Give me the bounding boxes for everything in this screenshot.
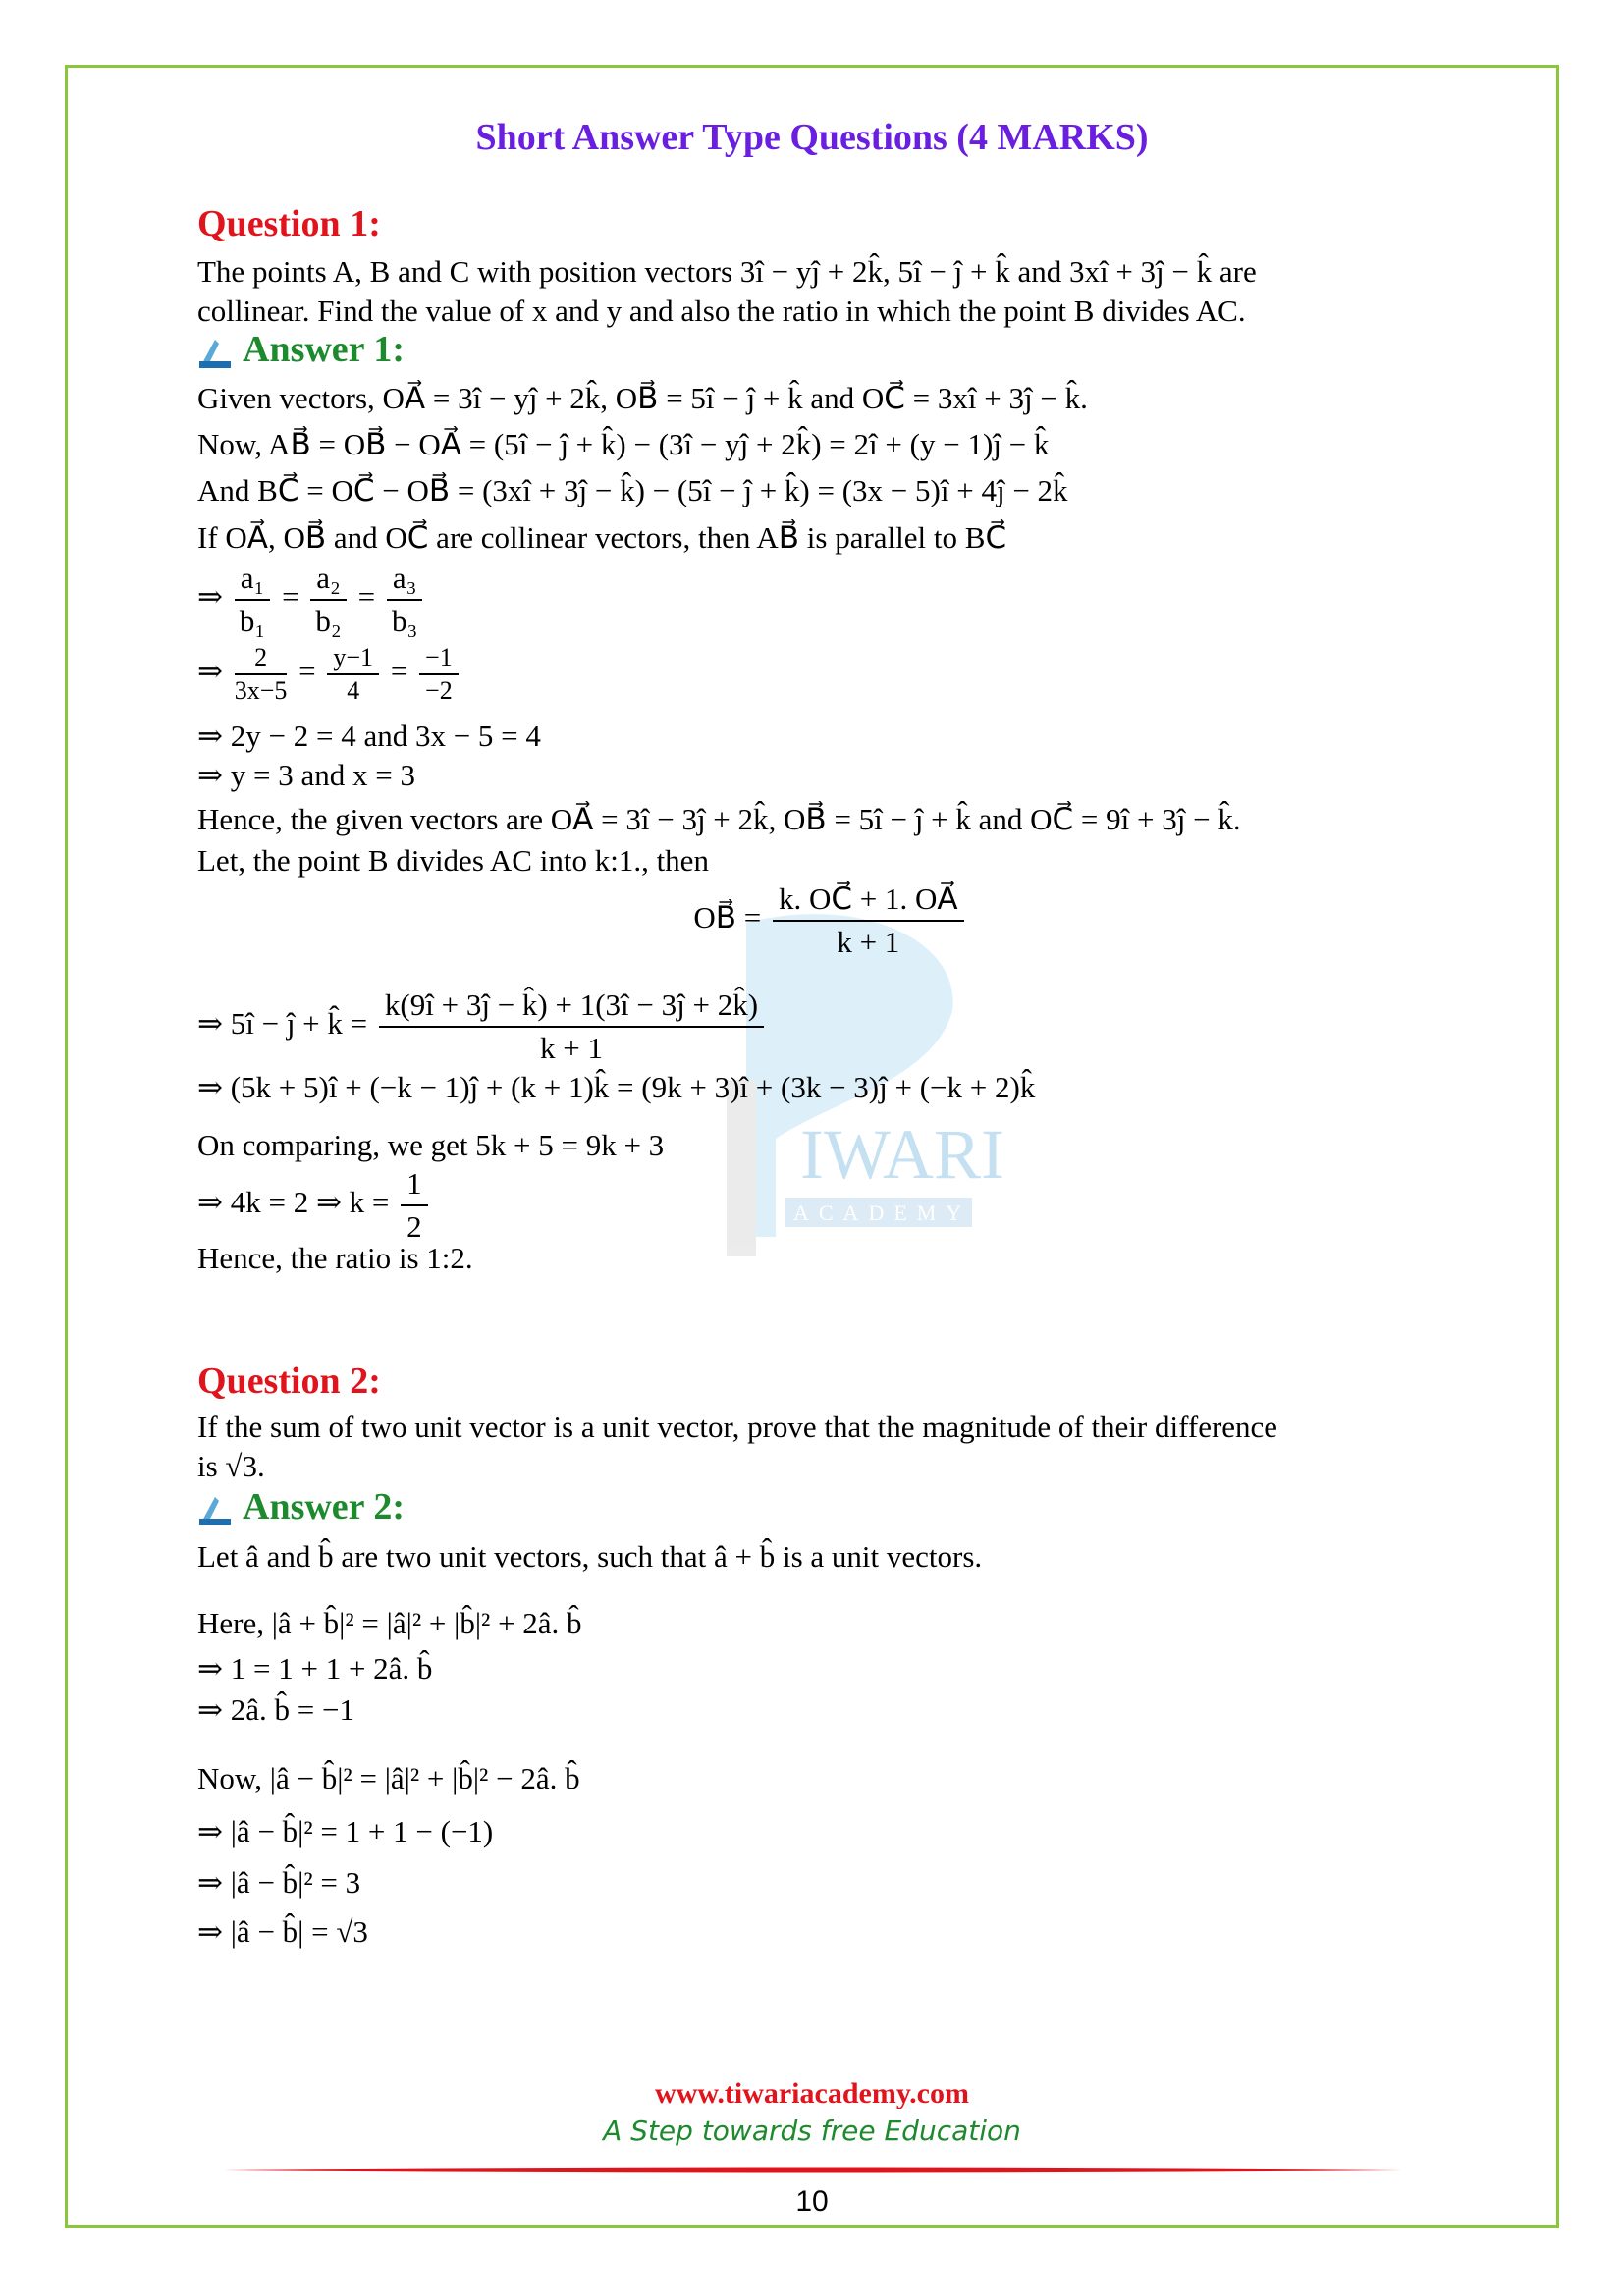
- answer-1-line-15: ⇒ 4k = 2 ⇒ k = $\frac{1}{2}$: [197, 1163, 432, 1248]
- question-1-title: Question 1:: [197, 203, 381, 244]
- ratio-line-2: ⇒ $\frac{2}{3x-5}$ = $\frac{y-1}{4}$ = $\frac{-1}{-2}$: [197, 642, 462, 707]
- answer-1-line-14: On comparing, we get 5k + 5 = 9k + 3: [197, 1128, 665, 1162]
- question-2-text-line-1: If the sum of two unit vector is a unit vector, prove that the magnitude of their difference: [197, 1410, 1278, 1444]
- answer-1-line-10: Let, the point B divides AC into k:1., then: [197, 843, 709, 878]
- pen-logo-icon: [197, 336, 233, 369]
- answer-1-line-1: Given vectors, OA⃗ = 3î − yĵ + 2k̂, OB⃗ = 5î − ĵ + k̂ and OC⃗ = 3xî + 3ĵ − k̂.: [197, 381, 1088, 415]
- answer-1-line-3: And BC⃗ = OC⃗ − OB⃗ = (3xî + 3ĵ − k̂) − (5î − ĵ + k̂) = (3x − 5)î + 4ĵ − 2k̂: [197, 473, 1068, 507]
- answer-2-line-7: ⇒ |â − b̂|² = 3: [197, 1865, 361, 1899]
- answer-1-header: [197, 330, 405, 369]
- question-1-text-line-2: collinear. Find the value of x and y and also the ratio in which the point B divides AC.: [197, 294, 1246, 328]
- question-2-title: Question 2:: [197, 1361, 381, 1402]
- answer-1-line-4: If OA⃗, OB⃗ and OC⃗ are collinear vectors, then AB⃗ is parallel to BC⃗: [197, 520, 1007, 555]
- answer-2-header: [197, 1487, 405, 1526]
- section-formula: OB⃗ = $\frac{k. OC⃗ + 1. OA⃗}{k + 1}$: [197, 879, 1464, 963]
- ratio-line-1: ⇒ $\frac{\text{a₁}}{\text{b₁}}$ = $\frac{\text{a₂}}{\text{b₂}}$ = $\frac{\text{a₃}}{\text{b₃}}$: [197, 558, 426, 642]
- answer-1-title: Answer 1:: [243, 329, 406, 370]
- pen-logo-icon: [197, 1493, 233, 1526]
- footer-divider: [224, 2167, 1402, 2173]
- answer-2-line-6: ⇒ |â − b̂|² = 1 + 1 − (−1): [197, 1814, 494, 1848]
- watermark-brand: IWARI: [800, 1115, 1004, 1194]
- answer-1-line-9: Hence, the given vectors are OA⃗ = 3î − 3ĵ + 2k̂, OB⃗ = 5î − ĵ + k̂ and OC⃗ = 9î + 3ĵ − k̂.: [197, 802, 1241, 836]
- answer-2-title: Answer 2:: [243, 1486, 406, 1527]
- footer-tagline: A Step towards free Education: [603, 2114, 1021, 2147]
- implies-symbol: ⇒: [197, 579, 223, 614]
- answer-2-line-2: Here, |â + b̂|² = |â|² + |b̂|² + 2â. b̂: [197, 1606, 582, 1640]
- answer-2-line-1: Let â and b̂ are two unit vectors, such that â + b̂ is a unit vectors.: [197, 1539, 983, 1574]
- answer-1-line-2: Now, AB⃗ = OB⃗ − OA⃗ = (5î − ĵ + k̂) − (3î − yĵ + 2k̂) = 2î + (y − 1)ĵ − k̂: [197, 427, 1050, 461]
- watermark-sub: ACADEMY: [793, 1201, 972, 1225]
- question-2-text-line-2: is √3.: [197, 1449, 265, 1483]
- fraction-a3-b3: $\frac{\text{a₃}}{\text{b₃}}$: [387, 558, 423, 642]
- fraction-a1-b1: $\frac{\text{a₁}}{\text{b₁}}$: [235, 558, 271, 642]
- fraction-one-half: $\frac{1}{2}$: [401, 1163, 428, 1248]
- fraction-2-over-3x-5: $\frac{2}{3x-5}$: [234, 643, 288, 705]
- fraction-neg1-over-neg2: $\frac{-1}{-2}$: [419, 642, 459, 707]
- section-heading: Short Answer Type Questions (4 MARKS): [475, 117, 1149, 158]
- answer-1-line-8: ⇒ y = 3 and x = 3: [197, 758, 415, 792]
- answer-1-line-7: ⇒ 2y − 2 = 4 and 3x − 5 = 4: [197, 719, 541, 753]
- substituted-fraction: $\frac{k(9î + 3ĵ - k̂) + 1(3î - 3ĵ + 2k̂)}{k + 1}$: [379, 985, 764, 1069]
- answer-1-conclusion: Hence, the ratio is 1:2.: [197, 1241, 473, 1275]
- page-number: 10: [795, 2185, 829, 2217]
- answer-2-line-5: Now, |â − b̂|² = |â|² + |b̂|² − 2â. b̂: [197, 1761, 580, 1795]
- section-formula-fraction: $\frac{k. OC⃗ + 1. OA⃗}{k + 1}$: [773, 879, 964, 963]
- answer-2-line-8: ⇒ |â − b̂| = √3: [197, 1914, 368, 1949]
- answer-2-line-3: ⇒ 1 = 1 + 1 + 2â. b̂: [197, 1651, 433, 1685]
- footer-website-link[interactable]: www.tiwariacademy.com: [655, 2077, 969, 2109]
- section-formula-substituted: ⇒ 5î − ĵ + k̂ = $\frac{k(9î + 3ĵ - k̂) + 1(3î - 3ĵ + 2k̂)}{k + 1}$: [197, 985, 768, 1069]
- fraction-y-1-over-4: $\frac{y-1}{4}$: [327, 642, 379, 707]
- implies-symbol: ⇒: [197, 654, 223, 689]
- fraction-a2-b2: $\frac{\text{a₂}}{\text{b₂}}$: [310, 558, 347, 642]
- question-1-text-line-1: The points A, B and C with position vectors 3î − yĵ + 2k̂, 5î − ĵ + k̂ and 3xî + 3ĵ − k̂ are: [197, 254, 1257, 289]
- answer-2-line-4: ⇒ 2â. b̂ = −1: [197, 1692, 354, 1727]
- answer-1-line-13: ⇒ (5k + 5)î + (−k − 1)ĵ + (k + 1)k̂ = (9k + 3)î + (3k − 3)ĵ + (−k + 2)k̂: [197, 1070, 1036, 1104]
